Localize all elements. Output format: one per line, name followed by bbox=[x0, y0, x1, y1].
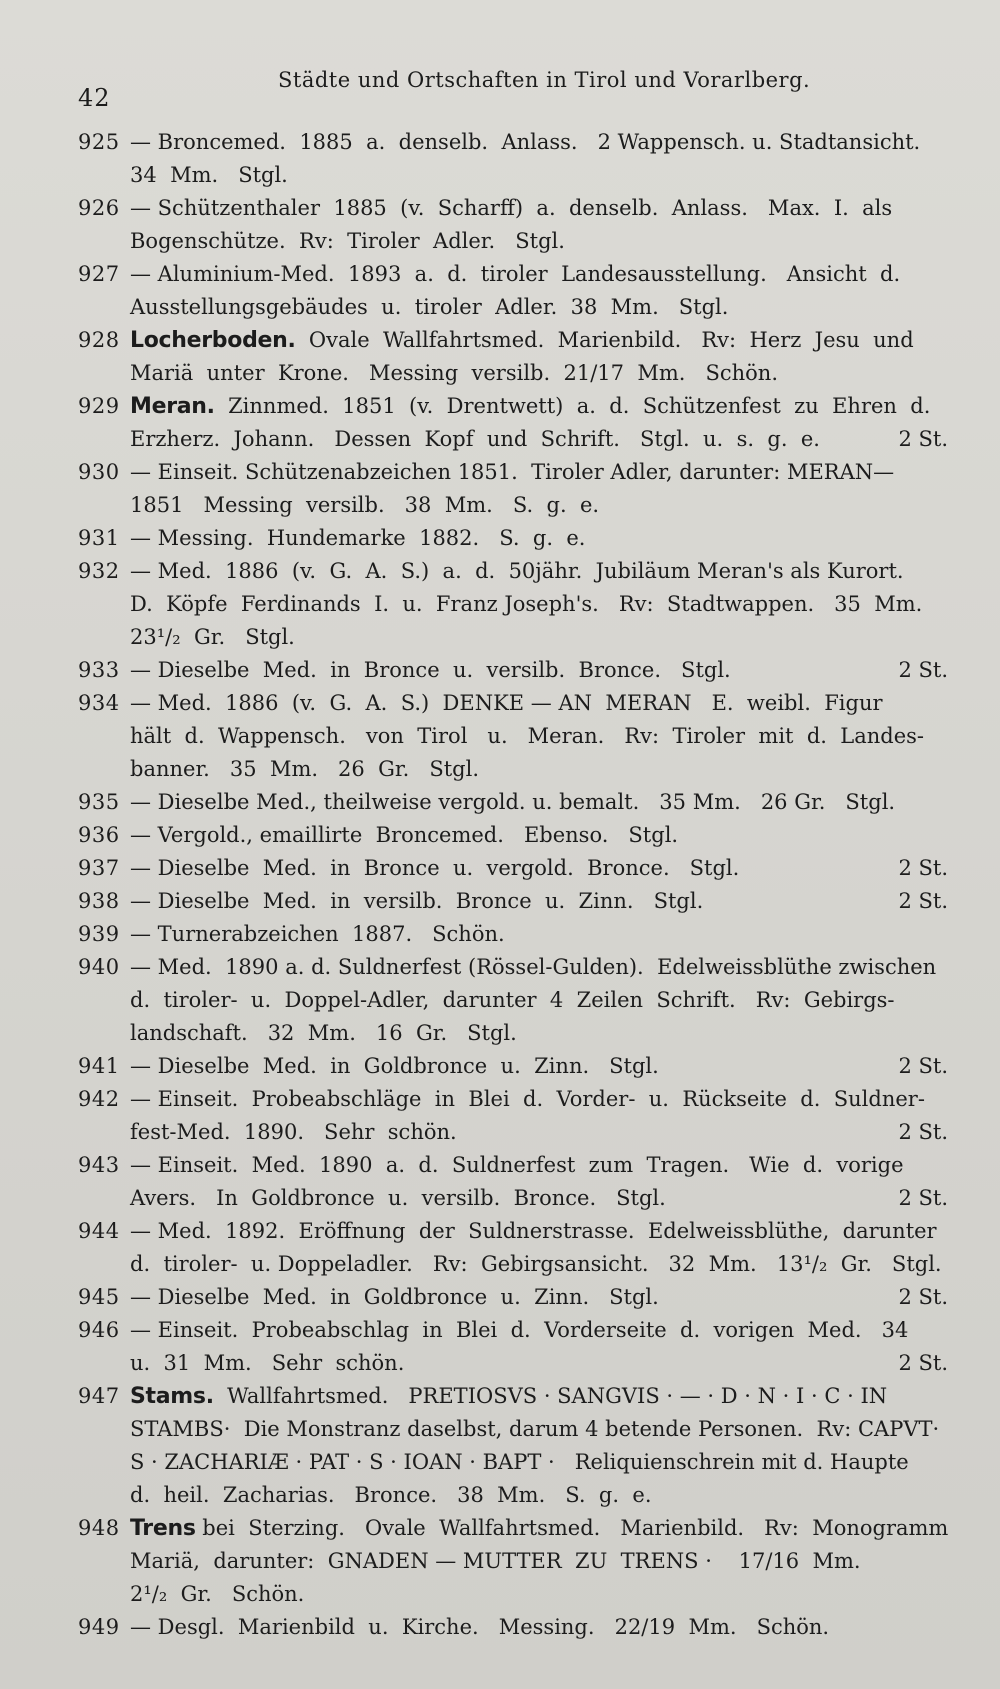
entry-first-line bbox=[78, 1149, 948, 1182]
catalogue-entry bbox=[78, 1314, 948, 1380]
catalogue-entry bbox=[78, 456, 948, 522]
entry-text: — Med. 1892. Eröffnung der Suldnerstrasse. Edelweissblüthe, darunter bbox=[130, 1219, 937, 1243]
entry-first-line bbox=[78, 951, 948, 984]
entry-first-line bbox=[78, 192, 948, 225]
entry-text: u. 31 Mm. Sehr schön. bbox=[130, 1351, 405, 1375]
entry-first-line bbox=[78, 852, 948, 885]
entry-text: 23¹/₂ Gr. Stgl. bbox=[130, 625, 295, 649]
entry-continuation-line bbox=[78, 621, 948, 654]
entry-continuation-line bbox=[78, 1017, 948, 1050]
entry-first-line bbox=[78, 1314, 948, 1347]
entry-number: 925 bbox=[78, 130, 120, 154]
catalogue-entry bbox=[78, 1611, 948, 1644]
entry-text bbox=[130, 1512, 948, 1545]
entry-text: d. heil. Zacharias. Bronce. 38 Mm. S. g. e. bbox=[130, 1483, 652, 1507]
catalogue-entry bbox=[78, 852, 948, 885]
entry-text: — Desgl. Marienbild u. Kirche. Messing. 22/19 Mm. Schön. bbox=[130, 1615, 830, 1639]
entry-number: 935 bbox=[78, 790, 120, 814]
entry-description: Zinnmed. 1851 (v. Drentwett) a. d. Schützenfest zu Ehren d. bbox=[214, 394, 931, 418]
entry-number: 946 bbox=[78, 1318, 120, 1342]
entry-text: 34 Mm. Stgl. bbox=[130, 163, 288, 187]
entry-text: landschaft. 32 Mm. 16 Gr. Stgl. bbox=[130, 1021, 517, 1045]
entry-text: fest-Med. 1890. Sehr schön. bbox=[130, 1120, 457, 1144]
catalogue-entry bbox=[78, 1083, 948, 1149]
entry-first-line bbox=[78, 390, 948, 423]
entry-first-line bbox=[78, 126, 948, 159]
entry-text: — Dieselbe Med. in Bronce u. vergold. Bronce. Stgl. bbox=[130, 856, 740, 880]
piece-count: 2 St. bbox=[898, 1120, 948, 1144]
catalogue-entry bbox=[78, 1281, 948, 1314]
entry-text: — Schützenthaler 1885 (v. Scharff) a. denselb. Anlass. Max. I. als bbox=[130, 196, 893, 220]
entry-text: Mariä unter Krone. Messing versilb. 21/17 Mm. Schön. bbox=[130, 361, 779, 385]
piece-count: 2 St. bbox=[898, 427, 948, 451]
catalogue-entry bbox=[78, 1512, 948, 1611]
entry-text: — Med. 1890 a. d. Suldnerfest (Rössel-Gulden). Edelweissblüthe zwischen bbox=[130, 955, 937, 979]
entry-first-line bbox=[78, 1083, 948, 1116]
entry-number: 948 bbox=[78, 1516, 120, 1540]
entry-number: 930 bbox=[78, 460, 120, 484]
entry-number: 942 bbox=[78, 1087, 120, 1111]
entry-first-line bbox=[78, 1281, 948, 1314]
piece-count: 2 St. bbox=[898, 889, 948, 913]
catalogue-entry bbox=[78, 1149, 948, 1215]
entry-continuation-line bbox=[78, 1479, 948, 1512]
entry-continuation-line bbox=[78, 159, 948, 192]
entry-first-line bbox=[78, 555, 948, 588]
entry-number: 941 bbox=[78, 1054, 120, 1078]
entry-text: Ausstellungsgebäudes u. tiroler Adler. 38 Mm. Stgl. bbox=[130, 295, 729, 319]
entry-text: S · ZACHARIÆ · PAT · S · IOAN · BAPT · Reliquienschrein mit d. Haupte bbox=[130, 1450, 909, 1474]
catalogue-entry bbox=[78, 951, 948, 1050]
page-header bbox=[78, 62, 948, 112]
entry-first-line bbox=[78, 885, 948, 918]
entry-first-line bbox=[78, 456, 948, 489]
entry-continuation-line bbox=[78, 1545, 948, 1578]
place-name: Stams. bbox=[130, 1384, 214, 1409]
entry-text bbox=[130, 1380, 887, 1413]
entry-first-line bbox=[78, 918, 948, 951]
catalogue-entry bbox=[78, 126, 948, 192]
entry-text: — Broncemed. 1885 a. denselb. Anlass. 2 Wappensch. u. Stadtansicht. bbox=[130, 130, 921, 154]
entry-number: 928 bbox=[78, 328, 120, 352]
entry-number: 934 bbox=[78, 691, 120, 715]
entry-number: 939 bbox=[78, 922, 120, 946]
entry-text: — Einseit. Schützenabzeichen 1851. Tiroler Adler, darunter: MERAN— bbox=[130, 460, 895, 484]
piece-count: 2 St. bbox=[898, 1351, 948, 1375]
entry-first-line bbox=[78, 654, 948, 687]
catalogue-entry bbox=[78, 192, 948, 258]
entry-text: — Einseit. Probeabschlag in Blei d. Vorderseite d. vorigen Med. 34 bbox=[130, 1318, 909, 1342]
entry-text bbox=[130, 390, 930, 423]
entry-number: 940 bbox=[78, 955, 120, 979]
entry-text: — Dieselbe Med. in versilb. Bronce u. Zinn. Stgl. bbox=[130, 889, 704, 913]
entry-text: — Einseit. Probeabschläge in Blei d. Vorder- u. Rückseite d. Suldner- bbox=[130, 1087, 925, 1111]
catalogue-entry bbox=[78, 1215, 948, 1281]
entry-text: — Dieselbe Med. in Goldbronce u. Zinn. Stgl. bbox=[130, 1054, 659, 1078]
entry-text: D. Köpfe Ferdinands I. u. Franz Joseph's. Rv: Stadtwappen. 35 Mm. bbox=[130, 592, 923, 616]
entry-first-line bbox=[78, 1215, 948, 1248]
entry-number: 926 bbox=[78, 196, 120, 220]
catalogue-entry bbox=[78, 555, 948, 654]
entry-text: d. tiroler- u. Doppel-Adler, darunter 4 Zeilen Schrift. Rv: Gebirgs- bbox=[130, 988, 895, 1012]
entry-continuation-line bbox=[78, 720, 948, 753]
entry-text: banner. 35 Mm. 26 Gr. Stgl. bbox=[130, 757, 480, 781]
entry-text: — Vergold., emaillirte Broncemed. Ebenso. Stgl. bbox=[130, 823, 679, 847]
entry-text: — Einseit. Med. 1890 a. d. Suldnerfest zum Tragen. Wie d. vorige bbox=[130, 1153, 904, 1177]
entry-first-line bbox=[78, 1380, 948, 1413]
catalogue-entry bbox=[78, 1380, 948, 1512]
entry-first-line bbox=[78, 522, 948, 555]
catalogue-entry bbox=[78, 522, 948, 555]
entry-number: 947 bbox=[78, 1384, 120, 1408]
entry-continuation-line bbox=[78, 1446, 948, 1479]
entry-number: 932 bbox=[78, 559, 120, 583]
entry-continuation-line bbox=[78, 1578, 948, 1611]
entry-continuation-line bbox=[78, 1413, 948, 1446]
entry-number: 945 bbox=[78, 1285, 120, 1309]
entry-text: d. tiroler- u. Doppeladler. Rv: Gebirgsansicht. 32 Mm. 13¹/₂ Gr. Stgl. bbox=[130, 1252, 942, 1276]
piece-count: 2 St. bbox=[898, 856, 948, 880]
entry-text: 2¹/₂ Gr. Schön. bbox=[130, 1582, 305, 1606]
entry-first-line bbox=[78, 324, 948, 357]
entry-first-line bbox=[78, 258, 948, 291]
entry-continuation-line bbox=[78, 225, 948, 258]
catalogue-entry bbox=[78, 687, 948, 786]
entry-number: 944 bbox=[78, 1219, 120, 1243]
entry-text: hält d. Wappensch. von Tirol u. Meran. Rv: Tiroler mit d. Landes- bbox=[130, 724, 925, 748]
catalogue-entry bbox=[78, 654, 948, 687]
entry-continuation-line bbox=[78, 357, 948, 390]
entry-text: Avers. In Goldbronce u. versilb. Bronce. Stgl. bbox=[130, 1186, 666, 1210]
entry-number: 943 bbox=[78, 1153, 120, 1177]
entry-continuation-line bbox=[78, 1248, 948, 1281]
entry-number: 931 bbox=[78, 526, 120, 550]
running-title: Städte und Ortschaften in Tirol und Vorarlberg. bbox=[278, 68, 811, 92]
entry-continuation-line bbox=[78, 588, 948, 621]
catalogue-entry bbox=[78, 1050, 948, 1083]
entry-text: — Med. 1886 (v. G. A. S.) DENKE — AN MERAN E. weibl. Figur bbox=[130, 691, 883, 715]
entry-description: bei Sterzing. Ovale Wallfahrtsmed. Marienbild. Rv: Monogramm bbox=[195, 1516, 949, 1540]
piece-count: 2 St. bbox=[898, 1285, 948, 1309]
catalogue-entry bbox=[78, 390, 948, 456]
entry-text: Erzherz. Johann. Dessen Kopf und Schrift. Stgl. u. s. g. e. bbox=[130, 427, 820, 451]
place-name: Locherboden. bbox=[130, 328, 296, 353]
entry-text: — Med. 1886 (v. G. A. S.) a. d. 50jähr. Jubiläum Meran's als Kurort. bbox=[130, 559, 904, 583]
entry-number: 936 bbox=[78, 823, 120, 847]
catalogue-entry bbox=[78, 918, 948, 951]
entry-first-line bbox=[78, 687, 948, 720]
entry-continuation-line bbox=[78, 1182, 948, 1215]
entry-number: 938 bbox=[78, 889, 120, 913]
entry-text: — Messing. Hundemarke 1882. S. g. e. bbox=[130, 526, 586, 550]
entry-text: — Dieselbe Med. in Goldbronce u. Zinn. Stgl. bbox=[130, 1285, 659, 1309]
entry-continuation-line bbox=[78, 1116, 948, 1149]
catalogue-entry bbox=[78, 258, 948, 324]
entry-text bbox=[130, 324, 914, 357]
catalogue-entries bbox=[78, 126, 948, 1644]
place-name: Meran. bbox=[130, 394, 215, 419]
page-number: 42 bbox=[78, 84, 111, 112]
entry-first-line bbox=[78, 786, 948, 819]
catalogue-entry bbox=[78, 885, 948, 918]
entry-description: Ovale Wallfahrtsmed. Marienbild. Rv: Herz Jesu und bbox=[295, 328, 914, 352]
catalogue-entry bbox=[78, 819, 948, 852]
entry-text: — Aluminium-Med. 1893 a. d. tiroler Landesausstellung. Ansicht d. bbox=[130, 262, 901, 286]
entry-number: 929 bbox=[78, 394, 120, 418]
entry-continuation-line bbox=[78, 489, 948, 522]
entry-first-line bbox=[78, 819, 948, 852]
entry-number: 927 bbox=[78, 262, 120, 286]
entry-number: 933 bbox=[78, 658, 120, 682]
catalogue-entry bbox=[78, 324, 948, 390]
piece-count: 2 St. bbox=[898, 1186, 948, 1210]
entry-text: — Dieselbe Med., theilweise vergold. u. bemalt. 35 Mm. 26 Gr. Stgl. bbox=[130, 790, 896, 814]
entry-description: Wallfahrtsmed. PRETIOSVS · SANGVIS · — · D · N · I · C · IN bbox=[213, 1384, 888, 1408]
entry-continuation-line bbox=[78, 423, 948, 456]
entry-continuation-line bbox=[78, 753, 948, 786]
entry-text: Bogenschütze. Rv: Tiroler Adler. Stgl. bbox=[130, 229, 565, 253]
entry-continuation-line bbox=[78, 291, 948, 324]
entry-text: Mariä, darunter: GNADEN — MUTTER ZU TRENS · 17/16 Mm. bbox=[130, 1549, 861, 1573]
piece-count: 2 St. bbox=[898, 1054, 948, 1078]
entry-text: 1851 Messing versilb. 38 Mm. S. g. e. bbox=[130, 493, 600, 517]
entry-text: — Turnerabzeichen 1887. Schön. bbox=[130, 922, 505, 946]
entry-number: 937 bbox=[78, 856, 120, 880]
place-name: Trens bbox=[130, 1516, 196, 1541]
catalogue-entry bbox=[78, 786, 948, 819]
entry-first-line bbox=[78, 1512, 948, 1545]
entry-number: 949 bbox=[78, 1615, 120, 1639]
piece-count: 2 St. bbox=[898, 658, 948, 682]
entry-text: — Dieselbe Med. in Bronce u. versilb. Bronce. Stgl. bbox=[130, 658, 731, 682]
entry-text: STAMBS· Die Monstranz daselbst, darum 4 betende Personen. Rv: CAPVT· bbox=[130, 1417, 940, 1441]
entry-continuation-line bbox=[78, 984, 948, 1017]
entry-first-line bbox=[78, 1611, 948, 1644]
entry-continuation-line bbox=[78, 1347, 948, 1380]
entry-first-line bbox=[78, 1050, 948, 1083]
